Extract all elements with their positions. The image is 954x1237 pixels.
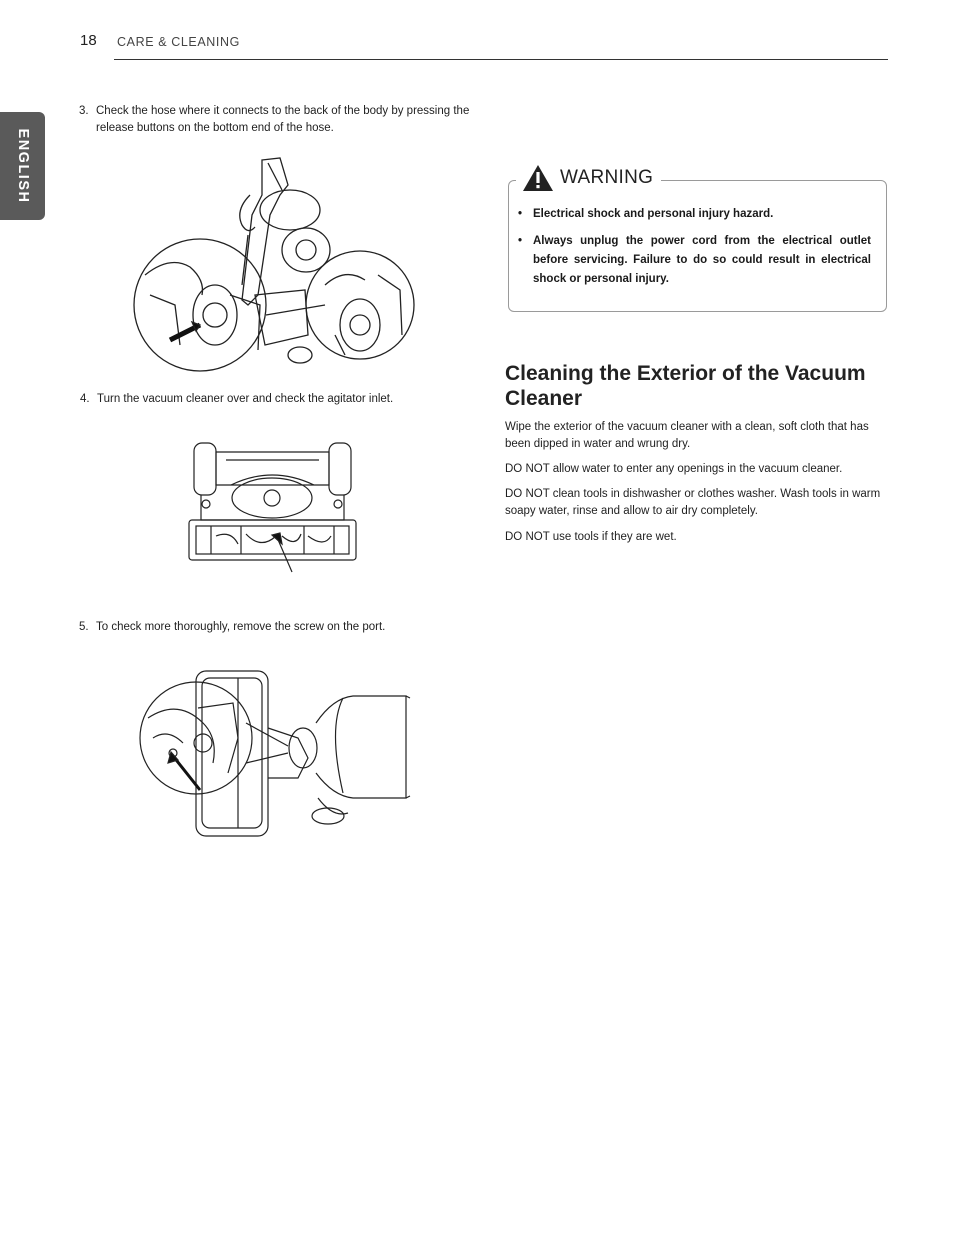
- step-text: Turn the vacuum cleaner over and check the agitator inlet.: [97, 393, 394, 405]
- paragraph: Wipe the exterior of the vacuum cleaner with a clean, soft cloth that has been dipped in water and wrung dry.: [505, 421, 869, 450]
- step-4: [80, 391, 480, 409]
- warning-item-text: Always unplug the power cord from the electrical outlet before servicing. Failure to do so could result in electrical shock or personal injury.: [533, 235, 871, 285]
- paragraph: DO NOT use tools if they are wet.: [505, 531, 677, 543]
- section-title: CARE & CLEANING: [117, 35, 240, 49]
- step-number: 3.: [79, 105, 89, 117]
- language-tab-label: ENGLISH: [14, 128, 31, 204]
- warning-triangle-icon: [522, 164, 554, 192]
- warning-item: [518, 205, 873, 225]
- step-number: 5.: [79, 621, 89, 633]
- section-heading: Cleaning the Exterior of the Vacuum Cleaner: [505, 362, 866, 410]
- language-tab: [0, 112, 45, 220]
- warning-label: WARNING: [560, 167, 654, 188]
- step-number: 4.: [80, 393, 90, 405]
- bullet: •: [518, 235, 523, 247]
- step-text: To check more thoroughly, remove the screw on the port.: [96, 621, 386, 633]
- warning-header: [516, 160, 661, 196]
- agitator-inlet-illustration: [186, 440, 361, 575]
- warning-item: [518, 232, 873, 292]
- paragraph: DO NOT clean tools in dishwasher or clothes washer. Wash tools in warm soapy water, rinse and allow to air dry completely.: [505, 488, 881, 517]
- port-screw-illustration: [138, 668, 413, 840]
- step-text: Check the hose where it connects to the back of the body by pressing the release buttons on the bottom end of the hose.: [96, 105, 470, 134]
- bullet: •: [518, 208, 523, 220]
- header-divider: [114, 59, 888, 60]
- page-number: 18: [80, 32, 97, 49]
- hose-connection-illustration: [130, 155, 410, 375]
- paragraph: DO NOT allow water to enter any openings in the vacuum cleaner.: [505, 463, 843, 475]
- warning-item-text: Electrical shock and personal injury hazard.: [533, 208, 774, 220]
- step-5: [79, 619, 479, 637]
- step-3: [79, 103, 479, 139]
